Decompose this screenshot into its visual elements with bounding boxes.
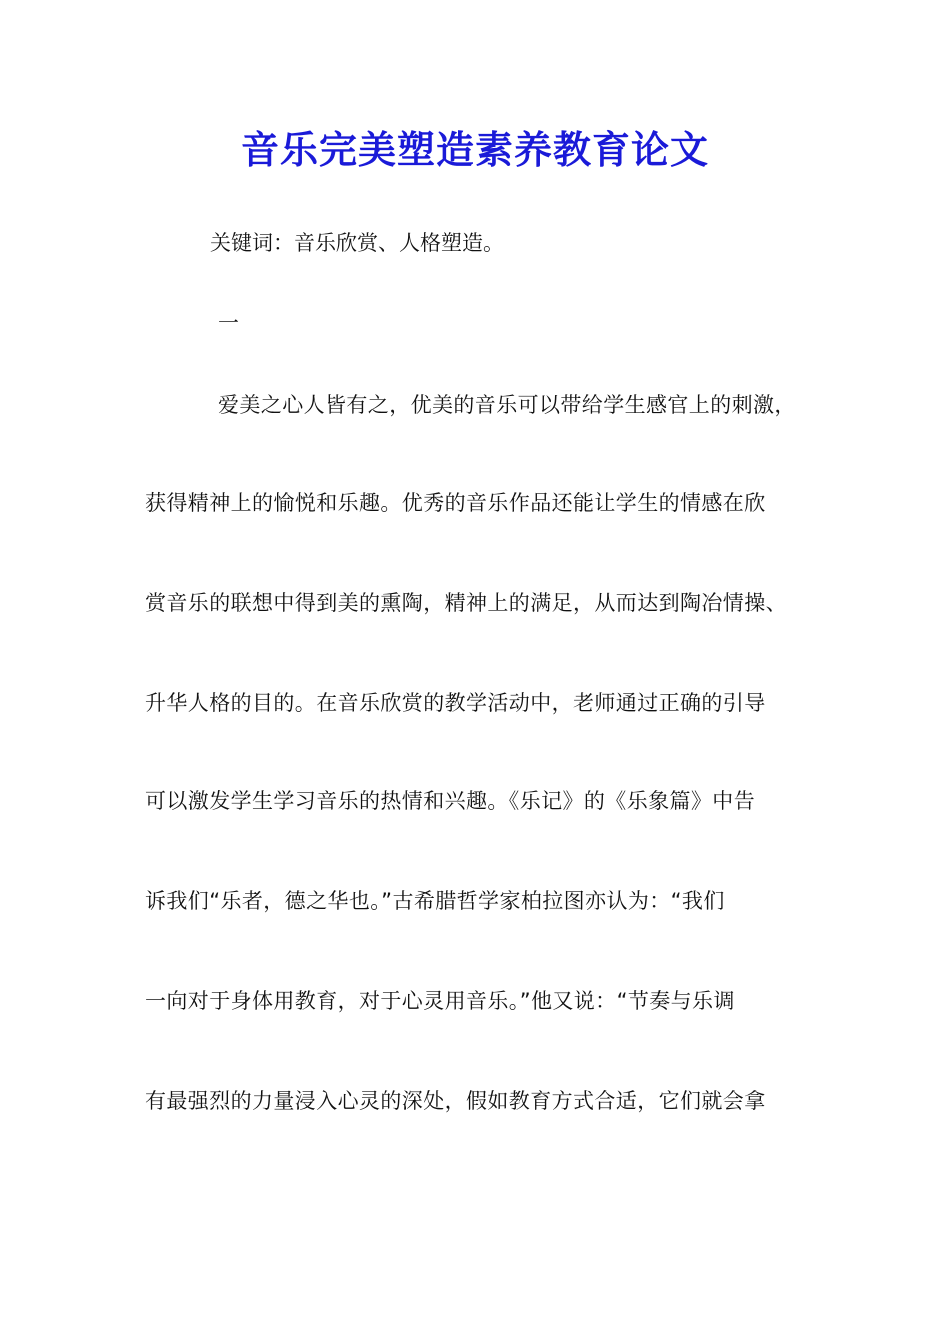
- paragraph-line: 有最强烈的力量浸入心灵的深处，假如教育方式合适，它们就会拿: [145, 1089, 766, 1113]
- document-title: 音乐完美塑造素养教育论文: [240, 127, 709, 172]
- paragraph-line: 诉我们“乐者，德之华也。”古希腊哲学家柏拉图亦认为：“我们: [145, 889, 725, 913]
- paragraph-line: 可以激发学生学习音乐的热情和兴趣。《乐记》的《乐象篇》中告: [145, 789, 756, 813]
- paragraph-line: 赏音乐的联想中得到美的熏陶，精神上的满足，从而达到陶冶情操、: [145, 591, 787, 615]
- section-number: 一: [218, 311, 239, 335]
- paragraph-line: 获得精神上的愉悦和乐趣。优秀的音乐作品还能让学生的情感在欣: [145, 491, 766, 515]
- keywords-line: 关键词：音乐欣赏、人格塑造。: [210, 231, 504, 255]
- paragraph-line: 爱美之心人皆有之，优美的音乐可以带给学生感官上的刺激，: [218, 393, 796, 417]
- paragraph-line: 升华人格的目的。在音乐欣赏的教学活动中，老师通过正确的引导: [145, 691, 766, 715]
- paragraph-line: 一向对于身体用教育，对于心灵用音乐。”他又说：“节奏与乐调: [145, 989, 735, 1013]
